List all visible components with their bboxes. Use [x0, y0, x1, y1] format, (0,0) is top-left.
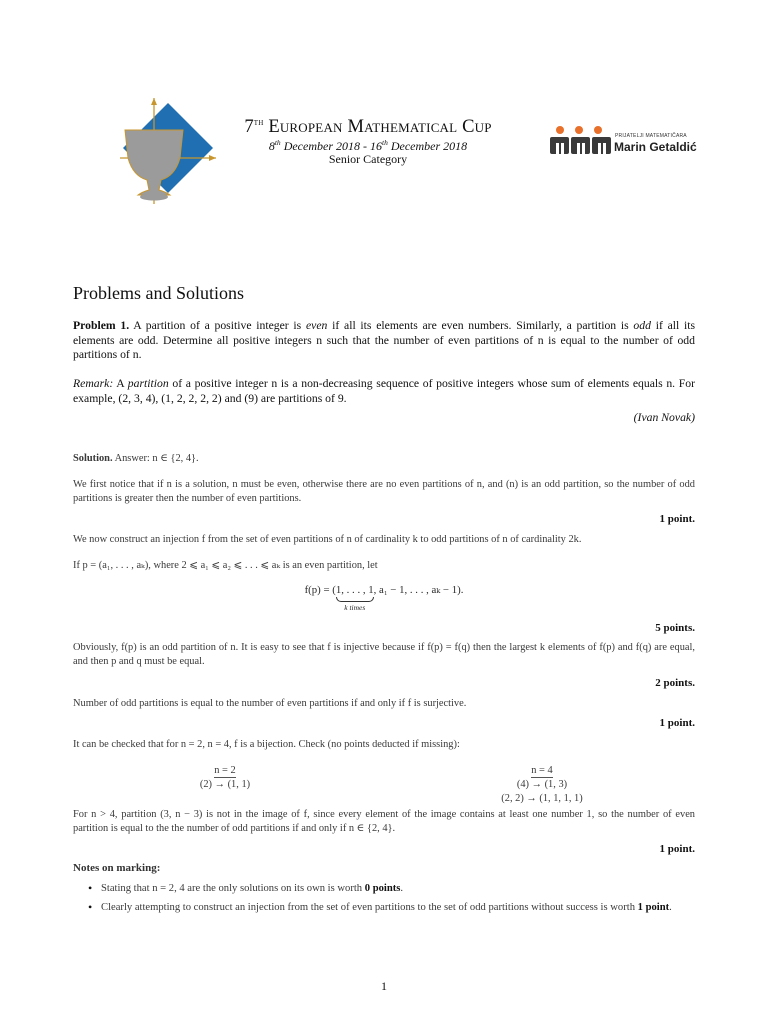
table-row: (2) → (1, 1): [199, 779, 251, 790]
list-item: Stating that n = 2, 4 are the only solutions on its own is worth 0 points.: [101, 883, 404, 894]
organizer-logo: [550, 124, 612, 160]
solution-paragraph: We first notice that if n is a solution, n must be even, otherwise there are no even partitions of n, and (n) is an odd partition, so the number of odd partitions is greater then the number of even partitions.: [73, 479, 695, 504]
solution-paragraph: Number of odd partitions is equal to the number of even partitions if and only if f is surjective.: [73, 698, 467, 709]
competition-dates: 8th December 2018 - 16th December 2018: [268, 138, 468, 153]
notes-title: Notes on marking:: [73, 862, 161, 874]
table-row: (2, 2) → (1, 1, 1, 1): [501, 793, 583, 804]
page-number: 1: [381, 979, 387, 993]
table-head: n = 2: [214, 765, 236, 776]
points-label: 1 point.: [659, 717, 695, 729]
table-head: n = 4: [531, 765, 553, 776]
solution-paragraph: If p = (a₁, . . . , aₖ), where 2 ⩽ a₁ ⩽ a₂ ⩽ . . . ⩽ aₖ is an even partition, let: [73, 560, 378, 571]
check-table-right: [470, 764, 614, 806]
problem-statement: Problem 1. A partition of a positive integer is even if all its elements are even numbers. Similarly, a partition is odd if all its elements are odd. Determine all positive integers n such that the number of even partitions of n is equal to the number of odd partitions of n.: [73, 319, 696, 361]
competition-title: 7th European Mathematical Cup: [244, 117, 492, 138]
problem-remark: Remark: A partition of a positive integer n is a non-decreasing sequence of positive integers whose sum of elements equals n. For example, (2, 3, 4), (1, 2, 2, 2, 2) and (9) are partitions of 9.: [73, 377, 696, 405]
bullet-icon: •: [88, 900, 93, 914]
points-label: 1 point.: [659, 513, 695, 525]
list-item: Clearly attempting to construct an injection from the set of even partitions to the set of odd partitions without success is worth 1 point.: [101, 902, 672, 913]
solution-paragraph: It can be checked that for n = 2, n = 4, f is a bijection. Check (no points deducted if missing):: [73, 739, 460, 750]
solution-paragraph: For n > 4, partition (3, n − 3) is not in the image of f, since every element of the image contains at least one number 1, so the number of even partition is equal to the the number of odd partitions if and only if n ∈ {2, 4}.: [73, 809, 695, 834]
solution-paragraph: We now construct an injection f from the set of even partitions of n of cardinality k to odd partitions of n of cardinality 2k.: [73, 534, 582, 545]
problem-author: (Ivan Novak): [633, 411, 695, 424]
mmm-logo-icon: [550, 124, 612, 156]
points-label: 1 point.: [659, 843, 695, 855]
solution-answer: Solution. Answer: n ∈ {2, 4}.: [73, 453, 199, 464]
formula: f(p) = (1, . . . , 1 k times , a₁ − 1, . . . , aₖ − 1).: [304, 584, 464, 612]
bullet-icon: •: [88, 881, 93, 895]
points-label: 2 points.: [655, 677, 695, 689]
organizer-name: Marin Getaldić: [614, 140, 697, 154]
competition-category: Senior Category: [328, 152, 408, 166]
page-title: Problems and Solutions: [73, 283, 245, 303]
organizer-subtitle: PRIJATELJI MATEMATIČARA: [615, 133, 687, 139]
points-label: 5 points.: [655, 622, 695, 634]
table-row: (4) → (1, 3): [516, 779, 568, 790]
solution-paragraph: Obviously, f(p) is an odd partition of n. It is easy to see that f is injective because if f(p) = f(q) then the largest k elements of f(p) and f(q) are equal, and then p and q must be equal.: [73, 642, 695, 667]
check-table-left: [160, 764, 290, 792]
